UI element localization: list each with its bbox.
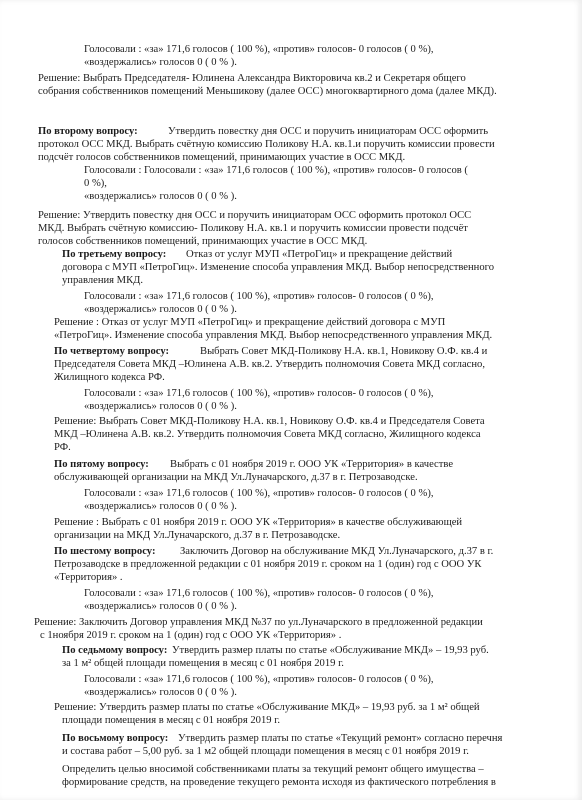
vote-line: Голосовали : «за» 171,6 голосов ( 100 %), «против» голосов- 0 голосов ( 0 %), — [84, 291, 434, 302]
abstain-line: «воздержались» голосов 0 ( 0 % ). — [84, 401, 237, 412]
abstain-line: «воздержались» голосов 0 ( 0 % ). — [84, 501, 237, 512]
question-text: Заключить Договор на обслуживание МКД Ул.Луначарского, д.37 в г. — [180, 546, 494, 557]
decision-line: с 1ноября 2019 г. сроком на 1 (один) год с ООО УК «Территория» . — [40, 630, 342, 641]
question-heading: По шестому вопросу: — [54, 546, 156, 557]
vote-line: Голосовали : «за» 171,6 голосов ( 100 %), «против» голосов- 0 голосов ( 0 %), — [84, 388, 434, 399]
decision-line: голосов собственников помещений, принимающих участие в ОСС МКД. — [38, 236, 368, 247]
question-heading: По третьему вопросу: — [62, 249, 167, 260]
question-heading: По седьмому вопросу: — [62, 645, 168, 656]
vote-line: Голосовали : «за» 171,6 голосов ( 100 %), «против» голосов- 0 голосов ( 0 %), — [84, 488, 434, 499]
decision-line: площади помещения в месяц с 01 ноября 2019 г. — [62, 715, 280, 726]
question-heading: По пятому вопросу: — [54, 459, 149, 470]
question-text: Петрозаводске в предложенной редакции с 01 ноября 2019 г. сроком на 1 (один) год с ООО УК — [54, 559, 482, 570]
decision-line: Решение: Заключить Договор управления МКД №37 по ул.Луначарского в предложенной редакции — [34, 617, 483, 628]
abstain-line: «воздержались» голосов 0 ( 0 % ). — [84, 601, 237, 612]
decision-line: «ПетроГиц». Изменение способа управления МКД. Выбор непосредственного управления МКД. — [54, 330, 493, 341]
decision-line: Решение: Утвердить размер платы по статье «Обслуживание МКД» – 19,93 руб. за 1 м² общей — [54, 702, 480, 713]
abstain-line: «воздержались» голосов 0 ( 0 % ). — [84, 304, 237, 315]
vote-line: Голосовали : «за» 171,6 голосов ( 100 %), «против» голосов- 0 голосов ( 0 %), — [84, 588, 434, 599]
question-text: Выбрать Совет МКД-Поликову Н.А. кв.1, Новикову О.Ф. кв.4 и — [200, 346, 488, 357]
abstain-line: «воздержались» голосов 0 ( 0 % ). — [84, 191, 237, 202]
decision-line: МКД. Выбрать счётную комиссию- Поликову Н.А. кв.1 и поручить комиссии провести подсчёт — [38, 223, 468, 234]
decision-line: РФ. — [54, 442, 71, 453]
vote-line: Голосовали : «за» 171,6 голосов ( 100 %), «против» голосов- 0 голосов ( 0 %), — [84, 44, 434, 55]
question-heading: По второму вопросу: — [38, 126, 138, 137]
question-text: подсчёт голосов собственников помещений, принимающих участие в ОСС МКД. — [38, 152, 406, 163]
question-heading: По восьмому вопросу: — [62, 733, 169, 744]
question-text: формирование средств, на проведение текущего ремонта исходя из фактического потребления в — [62, 777, 496, 788]
question-text: за 1 м² общей площади помещения в месяц с 01 ноября 2019 г. — [62, 658, 344, 669]
decision-line: организации на МКД Ул.Луначарского, д.37 в г. Петрозаводске. — [54, 530, 341, 541]
vote-line: Голосовали : «за» 171,6 голосов ( 100 %), «против» голосов- 0 голосов ( 0 %), — [84, 674, 434, 685]
question-text: управления МКД. — [62, 275, 144, 286]
decision-line: Решение: Выбрать Председателя- Юлинена Александра Викторовича кв.2 и Секретаря общего — [38, 73, 466, 84]
question-text: и состава работ – 5,00 руб. за 1 м2 общей площади помещения в месяц с 01 ноября 2019 г. — [62, 746, 469, 757]
abstain-line: «воздержались» голосов 0 ( 0 % ). — [84, 57, 237, 68]
decision-line: Решение : Выбрать с 01 ноября 2019 г. ООО УК «Территория» в качестве обслуживающей — [54, 517, 463, 528]
decision-line: собрания собственников помещений Меньшикову (далее ОСС) многоквартирного дома (далее МКД). — [38, 86, 497, 97]
question-text: «Территория» . — [54, 572, 123, 583]
decision-line: Решение: Выбрать Совет МКД-Поликову Н.А. кв.1, Новикову О.Ф. кв.4 и Председателя Совета — [54, 416, 485, 427]
question-text: протокол ОСС МКД. Выбрать счётную комиссию Поликову Н.А. кв.1.и поручить комиссии провести — [38, 139, 495, 150]
vote-line: Голосовали : Голосовали : «за» 171,6 голосов ( 100 %), «против» голосов- 0 голосов ( — [84, 165, 468, 176]
question-text: Жилищного кодекса РФ. — [54, 372, 165, 383]
question-text: Утвердить повестку дня ОСС и поручить инициаторам ОСС оформить — [168, 126, 489, 137]
question-heading: По четвертому вопросу: — [54, 346, 170, 357]
question-text: Определить целью вносимой собственниками платы за текущий ремонт общего имущества – — [62, 764, 484, 775]
decision-line: Решение: Утвердить повестку дня ОСС и поручить инициаторам ОСС оформить протокол ОСС — [38, 210, 472, 221]
question-text: обслуживающей организации на МКД Ул.Луначарского, д.37 в г. Петрозаводске. — [54, 472, 418, 483]
question-text: Председателя Совета МКД –Юлинена А.В. кв.2. Утвердить полномочия Совета МКД согласно, — [54, 359, 485, 370]
abstain-line: «воздержались» голосов 0 ( 0 % ). — [84, 687, 237, 698]
question-text: Утвердить размер платы по статье «Текущий ремонт» согласно перечня — [178, 733, 503, 744]
vote-line: 0 %), — [84, 178, 107, 189]
decision-line: Решение : Отказ от услуг МУП «ПетроГиц» и прекращение действий договора с МУП — [54, 317, 446, 328]
question-text: Выбрать с 01 ноября 2019 г. ООО УК «Территория» в качестве — [170, 459, 454, 470]
decision-line: МКД –Юлинена А.В. кв.2. Утвердить полномочия Совета МКД согласно, Жилищного кодекса — [54, 429, 481, 440]
question-text: Отказ от услуг МУП «ПетроГиц» и прекращение действий — [186, 249, 453, 260]
question-text: Утвердить размер платы по статье «Обслуживание МКД» – 19,93 руб. — [172, 645, 489, 656]
question-text: договора с МУП «ПетроГиц». Изменение способа управления МКД. Выбор непосредственного — [62, 262, 495, 273]
